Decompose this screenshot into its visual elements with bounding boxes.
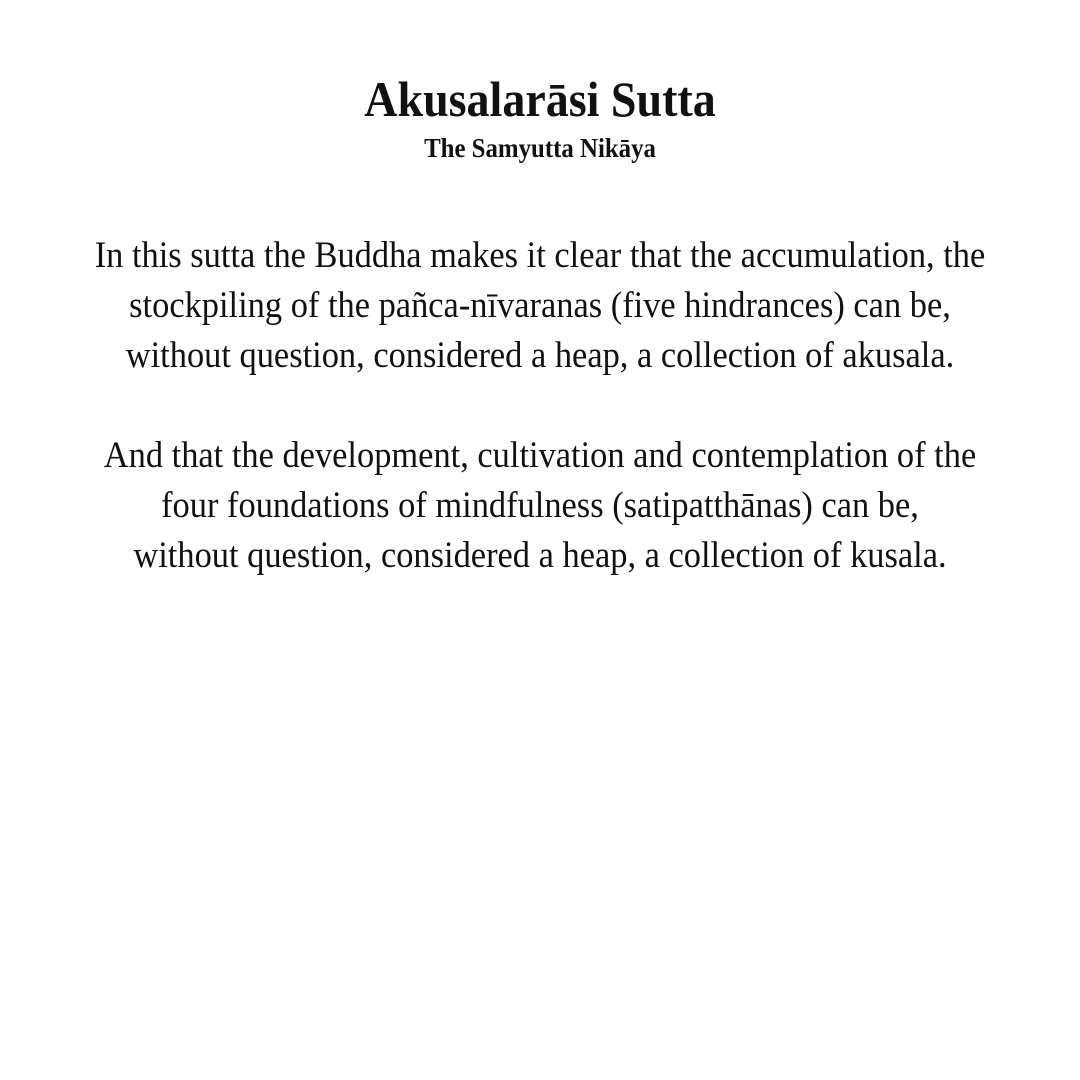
paragraph-line: In this sutta the Buddha makes it clear that the accumulation, the — [94, 235, 986, 276]
paragraph-line: four foundations of mindfulness (satipatthānas) can be, — [161, 485, 919, 526]
paragraph-line: And that the development, cultivation and contemplation of the — [103, 435, 977, 476]
paragraph-akusala — [10, 231, 1070, 381]
paragraph-line: stockpiling of the pañca-nīvaranas (five hindrances) can be, — [129, 285, 951, 326]
page-subtitle: The Samyutta Nikāya — [424, 133, 656, 163]
paragraph-line: without question, considered a heap, a collection of akusala. — [125, 335, 955, 376]
paragraph-kusala — [10, 431, 1070, 581]
page-title: Akusalarāsi Sutta — [364, 71, 716, 127]
paragraph-line: without question, considered a heap, a collection of kusala. — [133, 535, 947, 576]
